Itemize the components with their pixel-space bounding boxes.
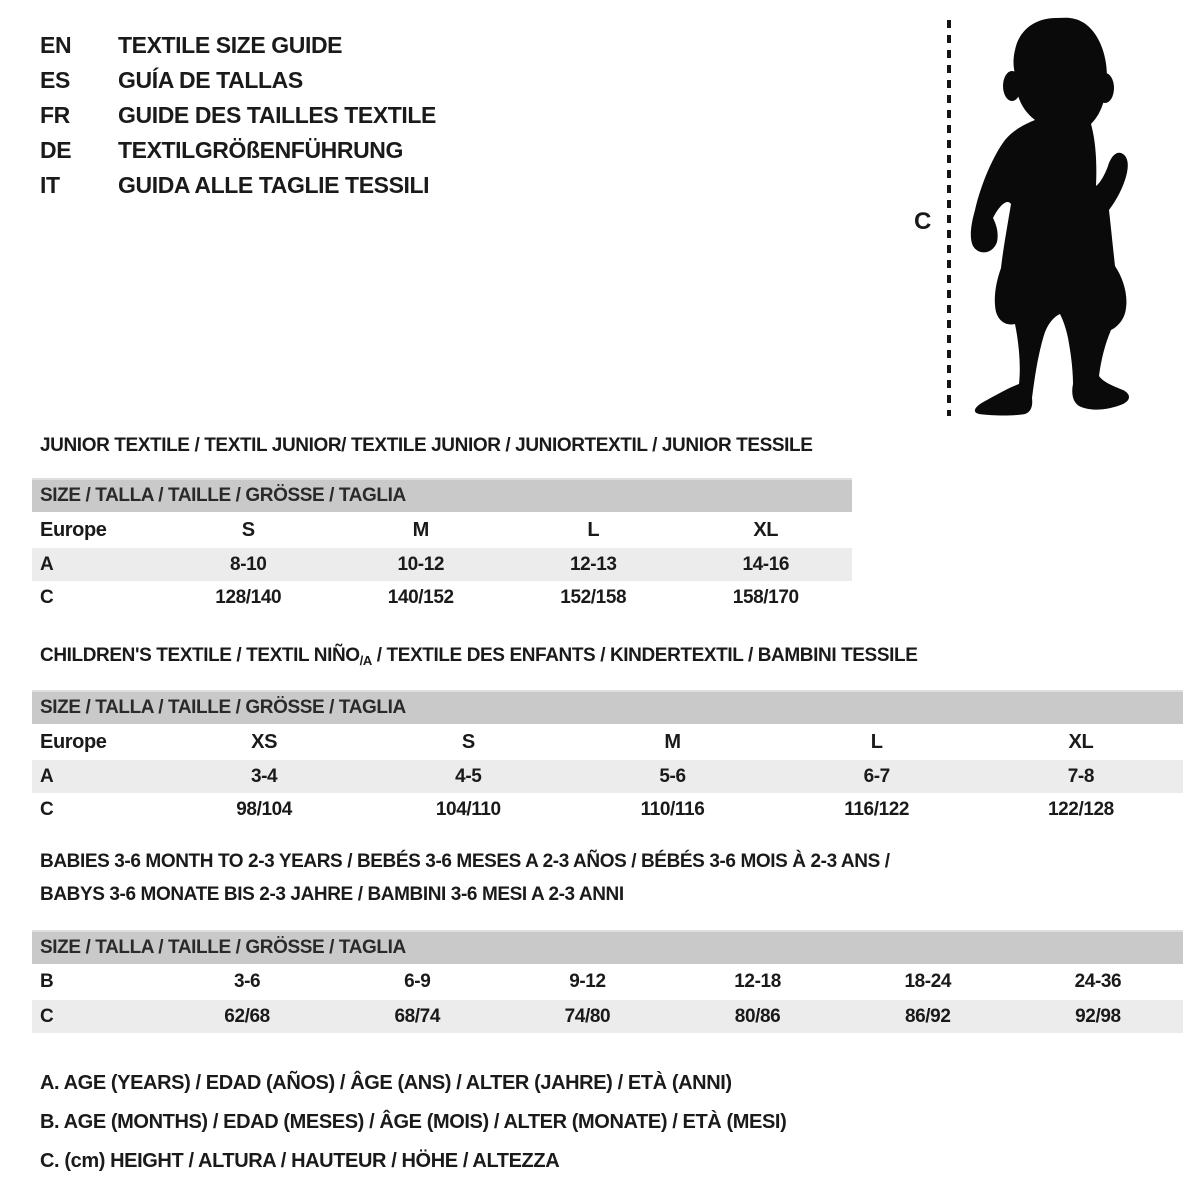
children-title-post: / TEXTILE DES ENFANTS / KINDERTEXTIL / BAMBINI TESSILE	[371, 645, 918, 666]
junior-columns-row	[32, 512, 852, 548]
lang-code: ES	[40, 67, 70, 93]
children-height-row	[32, 793, 1183, 826]
size-column: XL	[1068, 730, 1094, 753]
babies-height-row	[32, 1000, 1183, 1033]
lang-row-en	[40, 28, 436, 63]
table-cell: 6-9	[404, 971, 431, 992]
size-header-band: SIZE / TALLA / TAILLE / GRÖSSE / TAGLIA	[32, 930, 1183, 964]
region-label: Europe	[40, 730, 107, 753]
table-cell: 116/122	[844, 798, 910, 820]
table-cell: 18-24	[904, 971, 952, 992]
table-cell: 158/170	[732, 586, 799, 608]
lang-row-fr	[40, 98, 436, 133]
size-header-band: SIZE / TALLA / TAILLE / GRÖSSE / TAGLIA	[32, 478, 852, 512]
table-cell: 152/158	[560, 586, 627, 608]
table-cell: 86/92	[904, 1005, 951, 1027]
table-cell: 3-6	[233, 971, 261, 992]
guide-title: GUIDE DES TAILLES TEXTILE	[118, 102, 436, 128]
babies-size-table	[32, 930, 1183, 1033]
row-label: A	[40, 553, 54, 575]
babies-title-line1: BABIES 3-6 MONTH TO 2-3 YEARS / BEBÉS 3-6 MESES A 2-3 AÑOS / BÉBÉS 3-6 MOIS À 2-3 ANS /	[40, 851, 890, 872]
size-column: S	[461, 730, 475, 753]
guide-title: TEXTILE SIZE GUIDE	[118, 32, 343, 58]
babies-title-line2: BABYS 3-6 MONATE BIS 2-3 JAHRE / BAMBINI 3-6 MESI A 2-3 ANNI	[40, 884, 624, 905]
language-title-block	[40, 28, 436, 203]
lang-code: DE	[40, 137, 72, 163]
table-cell: 62/68	[224, 1005, 270, 1027]
legend-line-age-years: A. AGE (YEARS) / EDAD (AÑOS) / ÂGE (ANS) / ALTER (JAHRE) / ETÀ (ANNI)	[40, 1072, 732, 1094]
size-column: M	[412, 518, 429, 541]
children-age-row	[32, 760, 1183, 793]
size-column: XS	[251, 730, 278, 753]
row-label: C	[40, 1005, 54, 1027]
junior-age-row	[32, 548, 852, 581]
children-title-pre: CHILDREN'S TEXTILE / TEXTIL NIÑO	[40, 645, 360, 666]
children-section-title	[40, 644, 917, 673]
row-label: C	[40, 798, 54, 820]
table-cell: 7-8	[1067, 765, 1095, 787]
table-cell: 10-12	[397, 553, 445, 575]
size-column: L	[870, 730, 883, 753]
children-size-table	[32, 690, 1183, 826]
legend-line-height-cm: C. (cm) HEIGHT / ALTURA / HAUTEUR / HÖHE / ALTEZZA	[40, 1150, 560, 1172]
table-cell: 110/116	[640, 798, 705, 820]
row-label: C	[40, 586, 54, 608]
table-cell: 98/104	[236, 798, 292, 820]
table-cell: 140/152	[387, 586, 454, 608]
table-cell: 104/110	[435, 798, 501, 820]
toddler-silhouette	[963, 14, 1139, 417]
children-title-sub: /A	[359, 653, 372, 668]
lang-row-it	[40, 168, 436, 203]
table-cell: 12-13	[569, 553, 617, 575]
table-cell: 122/128	[1047, 798, 1114, 820]
table-cell: 14-16	[742, 553, 790, 575]
table-cell: 9-12	[569, 971, 606, 992]
junior-height-row	[32, 581, 852, 614]
table-cell: 5-6	[659, 765, 686, 787]
table-cell: 92/98	[1075, 1005, 1121, 1027]
lang-row-es	[40, 63, 436, 98]
lang-code: FR	[40, 102, 70, 128]
junior-section-title: JUNIOR TEXTILE / TEXTIL JUNIOR/ TEXTILE JUNIOR / JUNIORTEXTIL / JUNIOR TESSILE	[40, 435, 813, 456]
table-cell: 4-5	[455, 765, 482, 787]
table-cell: 80/86	[734, 1005, 781, 1027]
guide-title: TEXTILGRÖßENFÜHRUNG	[118, 137, 403, 163]
guide-title: GUÍA DE TALLAS	[118, 67, 303, 93]
children-columns-row	[32, 724, 1183, 760]
height-measure-dashed-line	[947, 20, 951, 416]
table-cell: 128/140	[215, 586, 282, 608]
size-column: S	[241, 518, 255, 541]
legend-line-age-months: B. AGE (MONTHS) / EDAD (MESES) / ÂGE (MOIS) / ALTER (MONATE) / ETÀ (MESI)	[40, 1111, 787, 1133]
size-column: L	[587, 518, 600, 541]
table-cell: 74/80	[564, 1005, 611, 1027]
size-header-band: SIZE / TALLA / TAILLE / GRÖSSE / TAGLIA	[32, 690, 1183, 724]
lang-code: EN	[40, 32, 72, 58]
table-cell: 12-18	[734, 971, 781, 992]
height-measure-label: C	[914, 208, 931, 235]
table-cell: 3-4	[250, 765, 278, 787]
lang-code: IT	[40, 172, 60, 198]
table-cell: 6-7	[863, 765, 890, 787]
lang-row-de	[40, 133, 436, 168]
size-column: XL	[753, 518, 779, 541]
babies-section-title	[40, 845, 990, 911]
junior-size-table	[32, 478, 852, 614]
legend-block	[40, 1064, 786, 1181]
table-cell: 24-36	[1074, 971, 1122, 992]
row-label: A	[40, 765, 54, 787]
table-cell: 8-10	[230, 553, 267, 575]
table-cell: 68/74	[394, 1005, 441, 1027]
guide-title: GUIDA ALLE TAGLIE TESSILI	[118, 172, 430, 198]
babies-months-row	[32, 964, 1183, 1000]
row-label: B	[40, 971, 54, 992]
size-column: M	[664, 730, 681, 753]
region-label: Europe	[40, 518, 107, 541]
